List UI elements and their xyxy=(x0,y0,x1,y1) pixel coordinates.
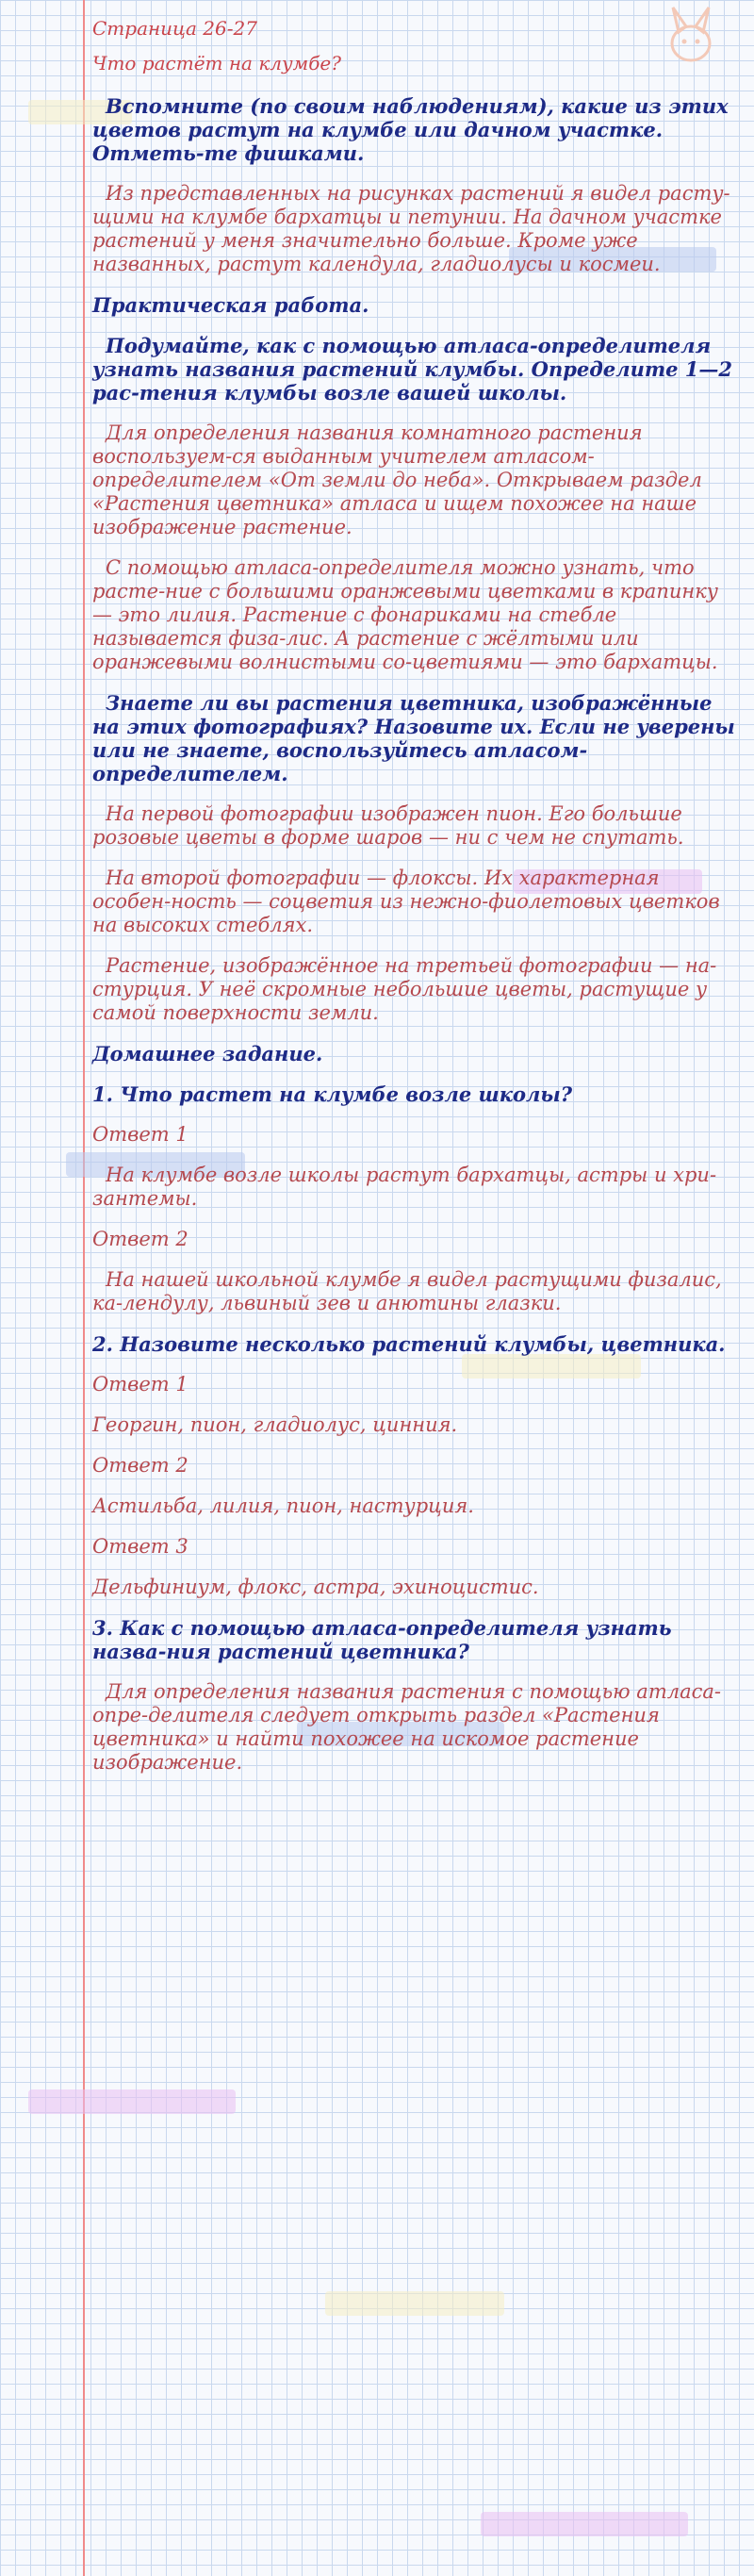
page-reference: Страница 26-27 xyxy=(92,17,257,40)
answer-label: Ответ 1 xyxy=(92,1373,188,1395)
margin-line xyxy=(83,0,85,2576)
answer-label: Ответ 1 xyxy=(92,1123,188,1146)
question-text: 1. Что растет на клумбе возле школы? xyxy=(92,1082,573,1106)
task-text: Знаете ли вы растения цветника, изображённые на этих фотографиях? Назовите их. Если не уверены или не знаете, воспользуйтесь атласом-определителем. xyxy=(92,691,743,785)
answer-text: Растение, изображённое на третьей фотографии — на-стурция. У неё скромные небольшие цветы, растущие у самой поверхности земли. xyxy=(92,954,717,1024)
answer-text: На нашей школьной клумбе я видел растущими физалис, ка-лендулу, львиный зев и анютины глазки. xyxy=(92,1268,729,1314)
answer-text: Георгин, пион, гладиолус, цинния. xyxy=(92,1413,458,1436)
question-text: 2. Назовите несколько растений клумбы, цветника. xyxy=(92,1332,726,1356)
answer-text: Астильба, лилия, пион, настурция. xyxy=(92,1494,474,1517)
answer-text: С помощью атласа-определителя можно узнать, что расте-ние с большими оранжевыми цветками в крапинку — это лилия. Растение с фонариками на стебле называется физа-лис. А растение с жёлтыми или оранжевыми волнистыми со-цветиями — это бархатцы. xyxy=(92,556,725,673)
section-heading: Домашнее задание. xyxy=(92,1042,323,1065)
answer-text: Для определения названия растения с помощью атласа-опре-делителя следует открыть раздел «Растения цветника» и найти похожее на искомое растение изображение. xyxy=(92,1680,721,1774)
answer-text: Из представленных на рисунках растений я видел расту-щими на клумбе бархатцы и петунии. На дачном участке растений у меня значительно больше. Кроме уже названных, растут календула, гладиолусы и космеи. xyxy=(92,182,730,275)
question-text: 3. Как с помощью атласа-определителя узнать назва-ния растений цветника? xyxy=(92,1616,679,1663)
answer-label: Ответ 2 xyxy=(92,1228,188,1250)
answer-text: На первой фотографии изображен пион. Его большие розовые цветы в форме шаров — ни с чем не спутать. xyxy=(92,802,689,849)
notebook-content xyxy=(92,17,743,1792)
answer-text: На второй фотографии — флоксы. Их характерная особен-ность — соцветия из нежно-фиолетовых цветков на высоких стеблях. xyxy=(92,867,727,936)
watermark xyxy=(325,2291,504,2316)
answer-text: На клумбе возле школы растут бархатцы, астры и хри-зантемы. xyxy=(92,1164,717,1210)
answer-label: Ответ 3 xyxy=(92,1535,188,1558)
answer-text: Для определения названия комнатного растения воспользуем-ся выданным учителем атласом-определителем «От земли до неба». Открываем раздел «Растения цветника» атласа и ищем похожее на наше изображение растение. xyxy=(92,421,709,538)
watermark xyxy=(481,2512,688,2536)
section-heading: Практическая работа. xyxy=(92,293,369,317)
watermark xyxy=(28,2089,236,2114)
task-text: Вспомните (по своим наблюдениям), какие из этих цветов растут на клумбе или дачном участке. Отметь-те фишками. xyxy=(92,94,735,165)
answer-text: Дельфиниум, флокс, астра, эхиноцистис. xyxy=(92,1576,539,1598)
task-text: Подумайте, как с помощью атласа-определителя узнать названия растений клумбы. Определите 1—2 рас-тения клумбы возле вашей школы. xyxy=(92,334,740,405)
answer-label: Ответ 2 xyxy=(92,1454,188,1477)
topic-title: Что растёт на клумбе? xyxy=(92,52,341,74)
